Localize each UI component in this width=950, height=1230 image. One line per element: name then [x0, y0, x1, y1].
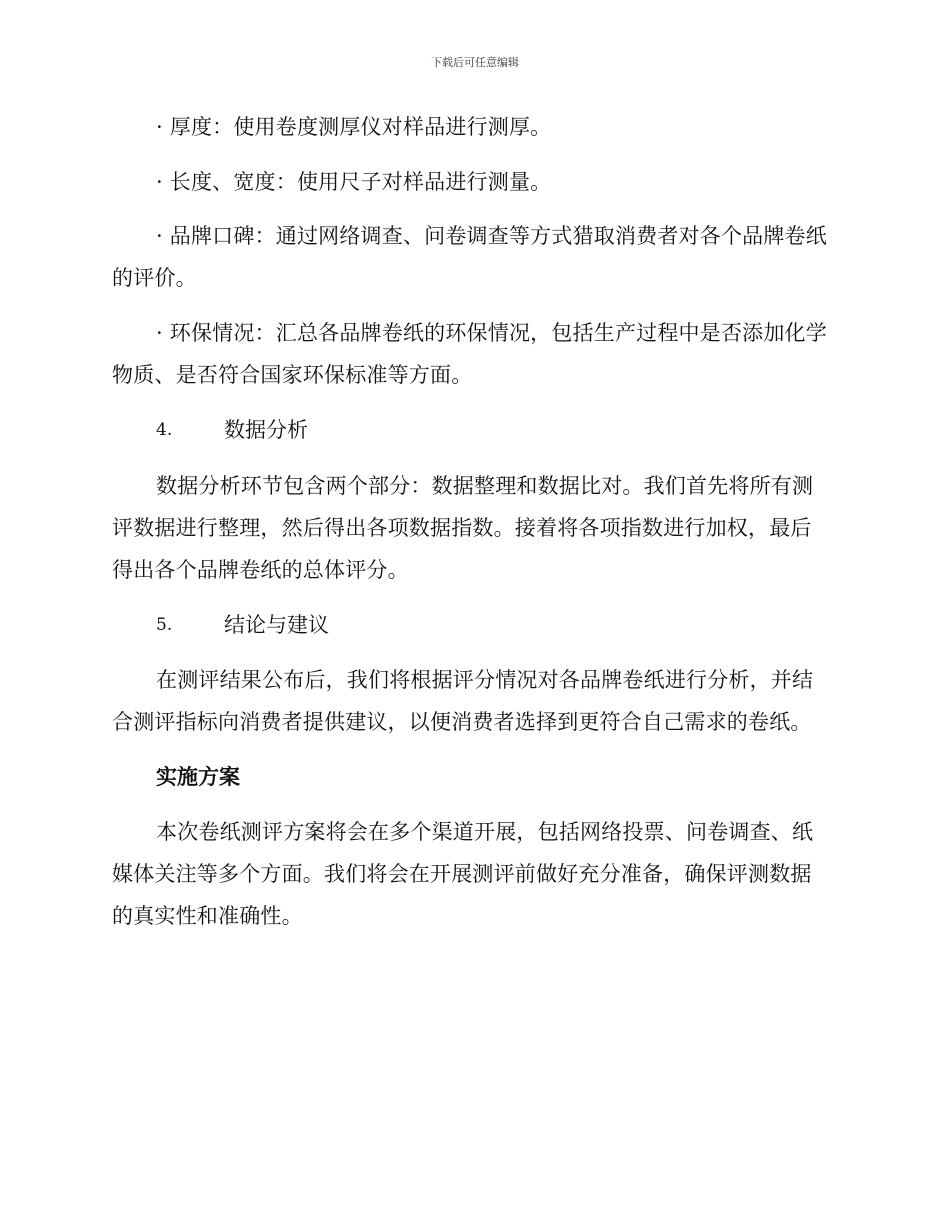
paragraph-implementation: 本次卷纸测评方案将会在多个渠道开展，包括网络投票、问卷调查、纸媒体关注等多个方面。我们将会在开展测评前做好充分准备，确保评测数据的真实性和准确性。 — [112, 820, 814, 928]
paragraph-reputation: · 品牌口碑：通过网络调查、问卷调查等方式猎取消费者对各个品牌卷纸的评价。 — [112, 224, 827, 290]
section-heading-5 — [156, 604, 329, 646]
section-number: 5. — [156, 615, 173, 635]
heading-implementation: 实施方案 — [156, 765, 240, 789]
section-title: 数据分析 — [224, 418, 308, 442]
page-header: 下载后可任意编辑 — [431, 56, 519, 69]
paragraph-conclusion: 在测评结果公布后，我们将根据评分情况对各品牌卷纸进行分析，并结合测评指标向消费者提供建议，以便消费者选择到更符合自己需求的卷纸。 — [112, 668, 814, 734]
paragraph-length-width: · 长度、宽度：使用尺子对样品进行测量。 — [156, 170, 552, 194]
section-heading-4 — [156, 409, 308, 451]
paragraph-thickness: · 厚度：使用卷度测厚仪对样品进行测厚。 — [156, 115, 552, 139]
section-number: 4. — [156, 420, 173, 440]
paragraph-environment: · 环保情况：汇总各品牌卷纸的环保情况，包括生产过程中是否添加化学物质、是否符合国家环保标准等方面。 — [112, 321, 827, 387]
paragraph-analysis: 数据分析环节包含两个部分：数据整理和数据比对。我们首先将所有测评数据进行整理，然后得出各项数据指数。接着将各项指数进行加权，最后得出各个品牌卷纸的总体评分。 — [112, 474, 814, 582]
section-title: 结论与建议 — [224, 613, 329, 637]
